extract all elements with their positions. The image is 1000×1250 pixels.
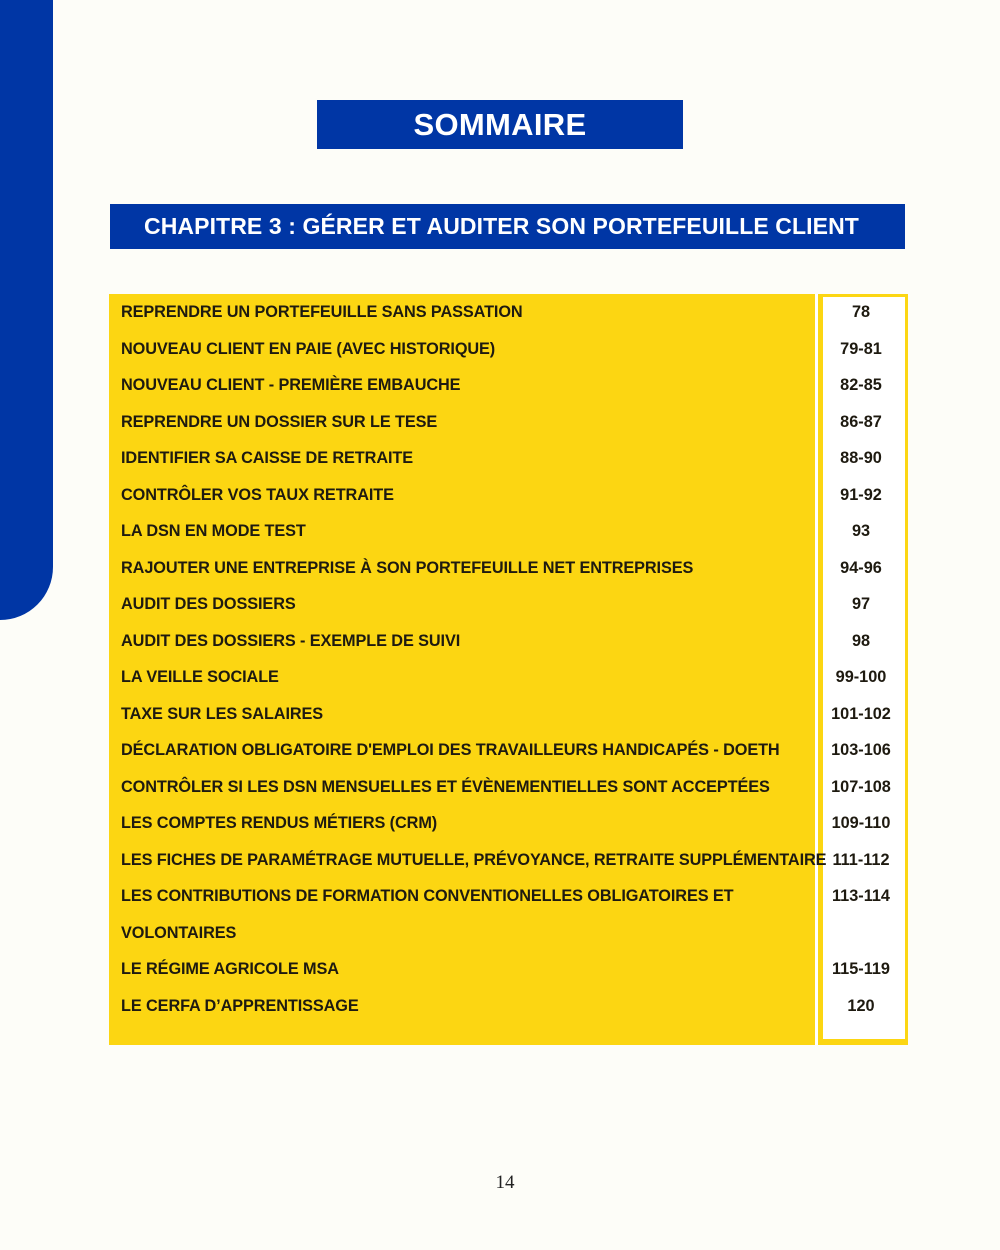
- toc-entry-label: LES FICHES DE PARAMÉTRAGE MUTUELLE, PRÉVOYANCE, RETRAITE SUPPLÉMENTAIRE: [121, 850, 827, 869]
- toc-entry-label: REPRENDRE UN DOSSIER SUR LE TESE: [121, 412, 438, 431]
- toc-entry-label: REPRENDRE UN PORTEFEUILLE SANS PASSATION: [121, 303, 523, 321]
- toc-entry-pages: 88-90: [840, 449, 882, 467]
- toc-entry[interactable]: [109, 297, 908, 327]
- toc-entry-label: CONTRÔLER SI LES DSN MENSUELLES ET ÉVÈNEMENTIELLES SONT ACCEPTÉES: [121, 777, 770, 796]
- page-number: 14: [495, 1172, 515, 1193]
- toc-entry[interactable]: [109, 772, 908, 802]
- toc-entry[interactable]: [109, 443, 908, 473]
- toc-entry-pages: 78: [851, 303, 871, 321]
- toc-entry-label: TAXE SUR LES SALAIRES: [121, 704, 324, 723]
- chapter-heading: CHAPITRE 3 : GÉRER ET AUDITER SON PORTEFEUILLE CLIENT: [110, 204, 905, 249]
- toc-entry-pages: 120: [847, 996, 875, 1015]
- toc-entry-label: VOLONTAIRES: [121, 923, 237, 942]
- decorative-side-bar: [0, 0, 53, 620]
- page-title: SOMMAIRE: [317, 100, 683, 149]
- toc-entry[interactable]: [109, 845, 908, 875]
- toc-entry-pages: 103-106: [831, 741, 891, 759]
- toc-entry-pages: 91-92: [840, 485, 882, 504]
- toc-entry-label: NOUVEAU CLIENT - PREMIÈRE EMBAUCHE: [121, 376, 461, 394]
- toc-entry[interactable]: [109, 553, 908, 583]
- toc-entry-label: NOUVEAU CLIENT EN PAIE (AVEC HISTORIQUE): [121, 339, 496, 358]
- toc-entry-pages: 93: [851, 522, 871, 540]
- toc-entry-pages: 101-102: [831, 704, 891, 723]
- toc-entry-pages: 115-119: [832, 960, 890, 978]
- toc-entry[interactable]: [109, 334, 908, 364]
- toc-entry-pages: 99-100: [835, 668, 887, 686]
- toc-entry-label: DÉCLARATION OBLIGATOIRE D'EMPLOI DES TRAVAILLEURS HANDICAPÉS - DOETH: [121, 741, 780, 759]
- toc-entry-pages: 109-110: [831, 814, 891, 832]
- toc-entry-label: LE RÉGIME AGRICOLE MSA: [121, 960, 339, 978]
- toc-entry-pages: 113-114: [832, 887, 890, 905]
- toc-entry-pages: 79-81: [840, 339, 882, 358]
- toc-entry[interactable]: [109, 954, 908, 984]
- toc-entry-label: LE CERFA D’APPRENTISSAGE: [121, 996, 359, 1015]
- toc-entry-label: LES COMPTES RENDUS MÉTIERS (CRM): [121, 814, 438, 832]
- toc-entry-label: IDENTIFIER SA CAISSE DE RETRAITE: [121, 449, 414, 467]
- toc-entry[interactable]: [109, 407, 908, 437]
- toc-entry-pages: 97: [851, 595, 871, 613]
- toc-entry-pages: 82-85: [840, 376, 882, 394]
- toc-entry-pages: 111-112: [832, 850, 890, 869]
- toc-entry[interactable]: [109, 735, 908, 765]
- toc-entry[interactable]: [109, 370, 908, 400]
- toc-entry-label: LA VEILLE SOCIALE: [121, 668, 279, 686]
- toc-entry-pages: 107-108: [831, 777, 891, 796]
- toc-entry-label: AUDIT DES DOSSIERS: [121, 595, 296, 613]
- toc-entry-label: LES CONTRIBUTIONS DE FORMATION CONVENTIONELLES OBLIGATOIRES ET: [121, 887, 734, 905]
- toc-entry[interactable]: [109, 808, 908, 838]
- toc-entry-label: RAJOUTER UNE ENTREPRISE À SON PORTEFEUILLE NET ENTREPRISES: [121, 558, 694, 577]
- toc-entry-label: LA DSN EN MODE TEST: [121, 522, 306, 540]
- toc-entry-label: AUDIT DES DOSSIERS - EXEMPLE DE SUIVI: [121, 631, 461, 650]
- toc-entry[interactable]: [109, 516, 908, 546]
- toc-entry-pages: 98: [851, 631, 871, 650]
- toc-entry[interactable]: [109, 991, 908, 1021]
- toc-entry[interactable]: [109, 589, 908, 619]
- toc-entry[interactable]: [109, 699, 908, 729]
- toc-entry[interactable]: [109, 662, 908, 692]
- toc-entry[interactable]: [109, 626, 908, 656]
- toc-entry[interactable]: [109, 881, 908, 911]
- toc-entry-pages: 86-87: [840, 412, 882, 431]
- toc-entry-label: CONTRÔLER VOS TAUX RETRAITE: [121, 485, 394, 504]
- table-of-contents: [109, 294, 908, 1045]
- toc-entry[interactable]: [109, 480, 908, 510]
- toc-entry-continuation[interactable]: [109, 918, 908, 948]
- toc-entry-pages: 94-96: [840, 558, 882, 577]
